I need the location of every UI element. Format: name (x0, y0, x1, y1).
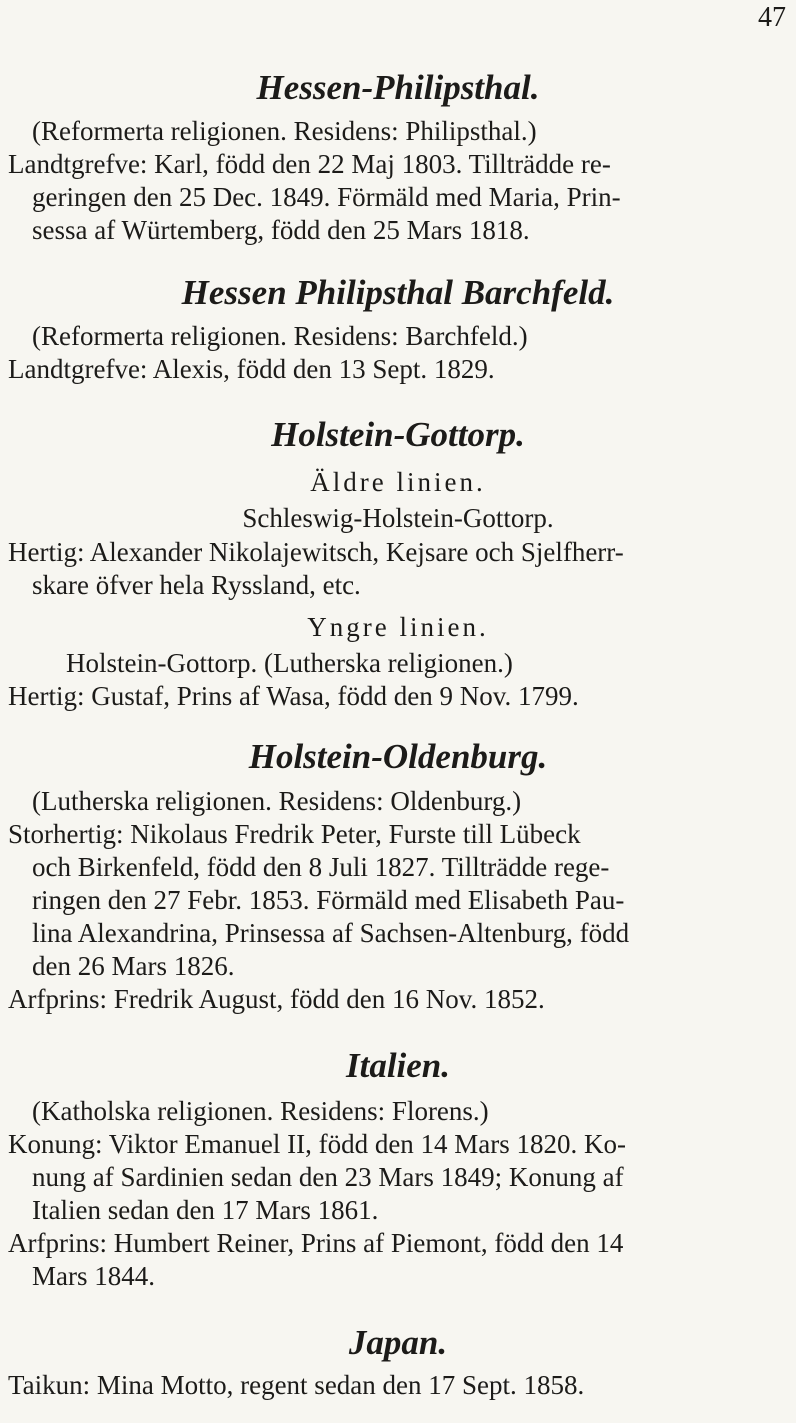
text-line: Arfprins: Fredrik August, född den 16 Nov. 1852. (8, 984, 545, 1014)
text-line: ringen den 27 Febr. 1853. Förmäld med Elisabeth Pau- (32, 885, 625, 915)
subheading-yngre-linien: Yngre linien. (307, 612, 489, 642)
text-line: skare öfver hela Ryssland, etc. (32, 570, 361, 600)
text-line: Italien sedan den 17 Mars 1861. (32, 1195, 379, 1225)
subheading-schleswig: Schleswig-Holstein-Gottorp. (242, 503, 554, 533)
text-line: Konung: Viktor Emanuel II, född den 14 Mars 1820. Ko- (8, 1129, 627, 1159)
text-line: Arfprins: Humbert Reiner, Prins af Piemont, född den 14 (8, 1228, 624, 1258)
subheading-aldre-linien: Äldre linien. (310, 467, 486, 497)
text-line: och Birkenfeld, född den 8 Juli 1827. Tillträdde rege- (32, 852, 610, 882)
text-line: Mars 1844. (32, 1261, 155, 1291)
text-line: Hertig: Gustaf, Prins af Wasa, född den 9 Nov. 1799. (8, 681, 579, 711)
text-line: (Lutherska religionen. Residens: Oldenburg.) (32, 786, 522, 816)
text-line: Taikun: Mina Motto, regent sedan den 17 Sept. 1858. (8, 1370, 585, 1400)
heading-japan: Japan. (348, 1323, 448, 1362)
heading-hessen-philipsthal-barchfeld: Hessen Philipsthal Barchfeld. (181, 273, 615, 312)
text-line: Hertig: Alexander Nikolajewitsch, Kejsare och Sjelfherr- (8, 537, 624, 567)
text-line: lina Alexandrina, Prinsessa af Sachsen-Altenburg, född (32, 918, 630, 948)
heading-holstein-gottorp: Holstein-Gottorp. (271, 415, 525, 454)
page-number: 47 (758, 2, 786, 33)
text-line: (Reformerta religionen. Residens: Barchfeld.) (32, 321, 528, 351)
text-line: Landtgrefve: Alexis, född den 13 Sept. 1829. (8, 354, 495, 384)
text-line: (Katholska religionen. Residens: Florens.) (32, 1096, 489, 1126)
text-line: (Reformerta religionen. Residens: Philipsthal.) (32, 116, 537, 146)
text-line: den 26 Mars 1826. (32, 951, 235, 981)
text-line: Storhertig: Nikolaus Fredrik Peter, Furste till Lübeck (8, 819, 581, 849)
text-line: sessa af Würtemberg, född den 25 Mars 1818. (32, 215, 530, 245)
text-line: Holstein-Gottorp. (Lutherska religionen.) (66, 648, 513, 678)
heading-italien: Italien. (345, 1046, 451, 1085)
heading-holstein-oldenburg: Holstein-Oldenburg. (248, 737, 548, 776)
heading-hessen-philipsthal: Hessen-Philipsthal. (256, 68, 540, 107)
text-line: nung af Sardinien sedan den 23 Mars 1849; Konung af (32, 1162, 624, 1192)
text-line: Landtgrefve: Karl, född den 22 Maj 1803. Tillträdde re- (8, 149, 611, 179)
text-line: geringen den 25 Dec. 1849. Förmäld med Maria, Prin- (32, 182, 621, 212)
